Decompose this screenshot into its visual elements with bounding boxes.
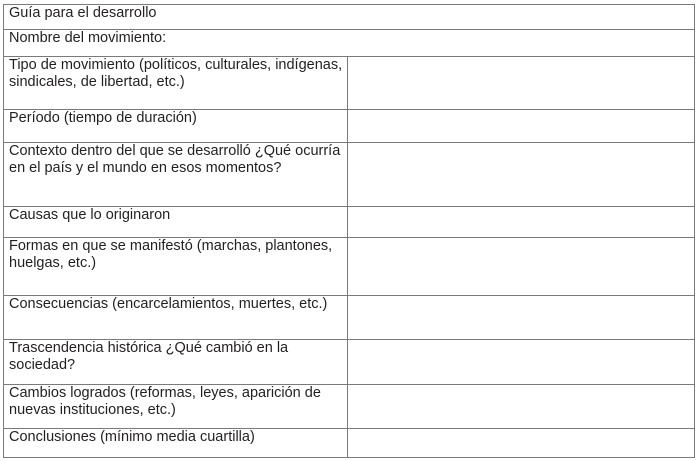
table-row — [4, 429, 695, 458]
table-row — [4, 340, 695, 385]
development-guide-table — [3, 4, 695, 458]
development-guide-sheet — [3, 4, 694, 458]
row-label-consequences: Consecuencias (encarcelamientos, muertes, etc.) — [4, 296, 348, 340]
answer-cell-historical-significance[interactable] — [348, 340, 695, 385]
row-label-conclusions: Conclusiones (mínimo media cuartilla) — [4, 429, 348, 458]
answer-cell-forms[interactable] — [348, 238, 695, 296]
row-label-historical-significance: Trascendencia histórica ¿Qué cambió en la sociedad? — [4, 340, 348, 385]
row-label-forms: Formas en que se manifestó (marchas, plantones, huelgas, etc.) — [4, 238, 348, 296]
table-title: Guía para el desarrollo — [4, 5, 695, 30]
row-label-period: Período (tiempo de duración) — [4, 110, 348, 143]
answer-cell-causes[interactable] — [348, 207, 695, 238]
movement-name-row — [4, 30, 695, 57]
answer-cell-conclusions[interactable] — [348, 429, 695, 458]
row-label-causes: Causas que lo originaron — [4, 207, 348, 238]
table-row — [4, 296, 695, 340]
answer-cell-context[interactable] — [348, 143, 695, 207]
table-row — [4, 143, 695, 207]
answer-cell-period[interactable] — [348, 110, 695, 143]
row-label-context: Contexto dentro del que se desarrolló ¿Qué ocurría en el país y el mundo en esos momentos? — [4, 143, 348, 207]
table-row — [4, 57, 695, 110]
answer-cell-movement-type[interactable] — [348, 57, 695, 110]
table-row — [4, 238, 695, 296]
table-row — [4, 207, 695, 238]
table-title-row — [4, 5, 695, 30]
movement-name-label: Nombre del movimiento: — [4, 30, 695, 57]
answer-cell-changes-achieved[interactable] — [348, 385, 695, 429]
answer-cell-consequences[interactable] — [348, 296, 695, 340]
row-label-movement-type: Tipo de movimiento (políticos, culturales, indígenas, sindicales, de libertad, etc.) — [4, 57, 348, 110]
table-row — [4, 385, 695, 429]
table-row — [4, 110, 695, 143]
row-label-changes-achieved: Cambios logrados (reformas, leyes, aparición de nuevas instituciones, etc.) — [4, 385, 348, 429]
